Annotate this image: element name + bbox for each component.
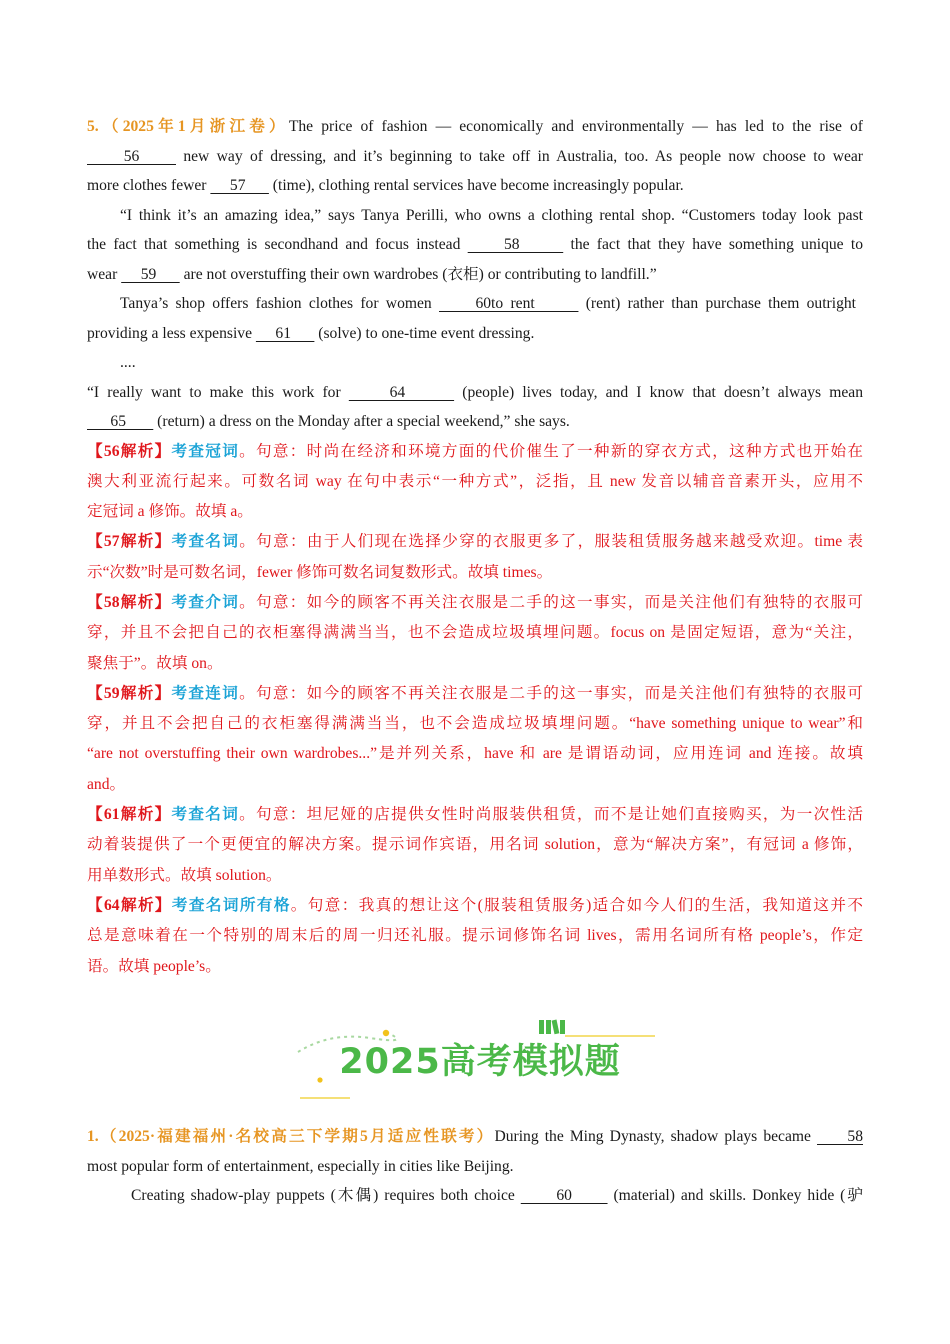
q5-line-2: [87, 142, 863, 172]
question-label: 1.（2025·福建福州·名校高三下学期5月适应性联考）: [87, 1128, 495, 1145]
text: “I really want to make this work for: [87, 383, 349, 401]
q1-line-3: [87, 1181, 863, 1211]
books-icon: [539, 1020, 565, 1035]
analysis-text: 。句意：坦尼娅的店提供女性时尚服装供租赁，而不是让她们直接购买，为一次性活: [239, 806, 863, 824]
text: (time), clothing rental services have become increasingly popular.: [268, 177, 684, 194]
blank-64: 64: [348, 383, 455, 401]
analysis-line: [87, 709, 863, 739]
text: Creating shadow-play puppets (木偶) requires both choice: [131, 1187, 521, 1204]
analysis-section: [87, 437, 863, 982]
blank-58: 58: [817, 1128, 863, 1145]
text: more clothes fewer: [87, 177, 211, 194]
analysis-block: [87, 800, 863, 891]
p3-line-2: [87, 319, 863, 349]
text: (material) and skills. Donkey hide (驴: [607, 1187, 864, 1204]
analysis-text: and。: [87, 775, 126, 793]
analysis-line: [87, 679, 863, 709]
p2-line-2: [87, 230, 863, 260]
blank-58: 58: [467, 236, 564, 253]
analysis-line: [87, 800, 863, 830]
blank-61: 61: [255, 324, 315, 342]
analysis-line: [87, 527, 863, 557]
q1-line-2: most popular form of entertainment, especially in cities like Beijing.: [87, 1157, 514, 1175]
text: “I think it’s an amazing idea,” says Tanya Perilli, who owns a clothing rental shop. “Customers today look past: [120, 206, 863, 224]
analysis-tag: 【59解析】: [87, 684, 172, 702]
blank-59: 59: [121, 265, 180, 283]
question-5: [87, 112, 863, 982]
analysis-tag: 【56解析】: [87, 442, 172, 460]
p2-line-3: [87, 260, 863, 290]
analysis-text: 。句意：由于人们现在选择少穿的衣服更多了，服装租赁服务越来越受欢迎。time 表: [239, 533, 863, 551]
analysis-block: [87, 527, 863, 588]
text: new way of dressing, and it’s beginning to take off in Australia, too. As people now choose to wear: [176, 147, 864, 165]
text: (people) lives today, and I know that doesn’t always mean: [454, 383, 863, 401]
analysis-line: [87, 467, 863, 497]
analysis-line: [87, 649, 863, 679]
analysis-topic: 考查名词所有格: [171, 896, 291, 914]
analysis-text: 示“次数”时是可数名词，fewer 修饰可数名词复数形式。故填 times。: [87, 563, 553, 581]
analysis-line: [87, 437, 863, 467]
analysis-text: 。句意：时尚在经济和环境方面的代价催生了一种新的穿衣方式，这种方式也开始在: [239, 442, 863, 460]
blank-57: 57: [210, 177, 269, 194]
ellipsis: ....: [120, 354, 136, 371]
q1-line-1: [87, 1122, 863, 1152]
text: Tanya’s shop offers fashion clothes for women: [120, 295, 440, 312]
analysis-line: [87, 618, 863, 648]
blank-60: 60: [520, 1187, 608, 1204]
q5-line-3: [87, 171, 863, 201]
analysis-tag: 【57解析】: [87, 533, 172, 551]
analysis-line: [87, 770, 863, 800]
text: (solve) to one-time event dressing.: [314, 324, 535, 342]
analysis-line: [87, 739, 863, 769]
analysis-text: 语。故填 people’s。: [87, 957, 221, 975]
analysis-line: [87, 588, 863, 618]
analysis-text: 总是意味着在一个特别的周末后的周一归还礼服。提示词修饰名词 lives，需用名词所有格 people’s，作定: [87, 927, 863, 945]
analysis-text: 聚焦于”。故填 on。: [87, 654, 223, 672]
analysis-block: [87, 891, 863, 982]
analysis-text: 。句意：我真的想让这个(服装租赁服务)适合如今人们的生活，我知道这并不: [290, 896, 863, 914]
p3-line-1: [87, 289, 856, 319]
text: the fact that they have something unique to: [563, 236, 863, 253]
analysis-tag: 【58解析】: [87, 593, 172, 611]
analysis-line: [87, 952, 863, 982]
analysis-text: 用单数形式。故填 solution。: [87, 866, 282, 884]
analysis-line: [87, 558, 863, 588]
analysis-line: [87, 830, 863, 860]
analysis-text: 穿，并且不会把自己的衣柜塞得满满当当，也不会造成垃圾填埋问题。focus on 是固定短语，意为“关注，: [87, 624, 863, 642]
text: providing a less expensive: [87, 324, 256, 342]
p4-line-2: [87, 407, 863, 437]
text: wear: [87, 265, 122, 283]
analysis-block: [87, 437, 863, 528]
analysis-topic: 考查介词: [171, 593, 240, 611]
p2-line-1: [87, 201, 863, 231]
analysis-topic: 考查冠词: [171, 442, 240, 460]
analysis-line: [87, 497, 863, 527]
section-banner: [290, 1012, 670, 1102]
q5-line-1: [87, 112, 863, 142]
analysis-line: [87, 861, 863, 891]
text: The price of fashion — economically and environmentally — has led to the rise of: [288, 118, 863, 135]
text: (rent) rather than purchase them outright: [578, 295, 856, 312]
analysis-topic: 考查名词: [171, 806, 240, 824]
analysis-line: [87, 891, 863, 921]
banner-title: 2025高考模拟题: [339, 1042, 621, 1082]
analysis-text: 澳大利亚流行起来。可数名词 way 在句中表示“一种方式”，泛指，且 new 发音以辅音音素开头，应用不: [87, 472, 863, 490]
analysis-block: [87, 679, 863, 800]
text: (return) a dress on the Monday after a special weekend,” she says.: [153, 413, 570, 430]
analysis-tag: 【61解析】: [87, 806, 172, 824]
blank-65: 65: [87, 413, 154, 430]
text: the fact that something is secondhand and focus instead: [87, 236, 468, 253]
analysis-text: 。句意：如今的顾客不再关注衣服是二手的这一事实，而是关注他们有独特的衣服可: [239, 684, 863, 702]
analysis-text: 。句意：如今的顾客不再关注衣服是二手的这一事实，而是关注他们有独特的衣服可: [239, 593, 863, 611]
analysis-topic: 考查连词: [171, 684, 240, 702]
analysis-text: 定冠词 a 修饰。故填 a。: [87, 503, 253, 521]
analysis-text: “are not overstuffing their own wardrobes...”是并列关系，have 和 are 是谓语动词，应用连词 and 连接。故填: [87, 745, 863, 763]
question-1: [87, 1122, 863, 1211]
blank-60: 60to rent: [439, 295, 579, 312]
p4-line-1: [87, 378, 863, 408]
analysis-block: [87, 588, 863, 679]
text: During the Ming Dynasty, shadow plays became: [494, 1128, 818, 1145]
analysis-text: 穿，并且不会把自己的衣柜塞得满满当当，也不会造成垃圾填埋问题。“have something unique to wear”和: [87, 715, 863, 733]
analysis-topic: 考查名词: [171, 533, 240, 551]
analysis-text: 动着装提供了一个更便宜的解决方案。提示词作宾语，用名词 solution，意为“解决方案”，有冠词 a 修饰，: [87, 836, 863, 854]
analysis-tag: 【64解析】: [87, 896, 172, 914]
text: are not overstuffing their own wardrobes (衣柜) or contributing to landfill.”: [179, 265, 657, 283]
blank-56: 56: [87, 147, 176, 165]
question-label: 5.（2025年1月浙江卷）: [87, 118, 289, 135]
yellow-dot: [317, 1077, 322, 1082]
analysis-line: [87, 921, 863, 951]
